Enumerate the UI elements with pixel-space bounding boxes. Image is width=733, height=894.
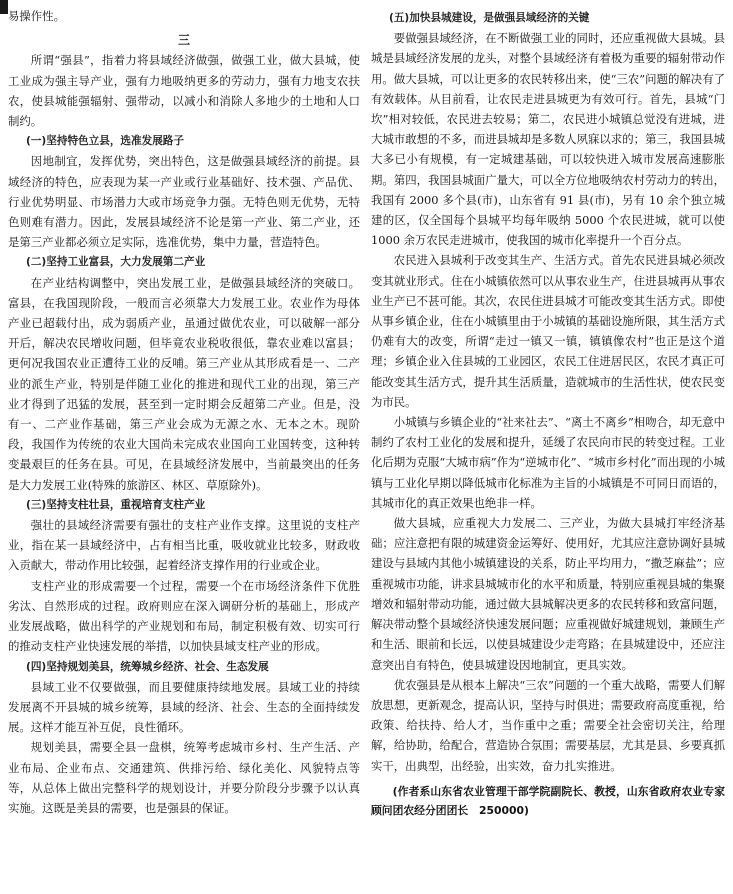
subheading-3: (三)坚持支柱壮县，重视培育支柱产业 (26, 498, 206, 511)
paragraph-5: 县域工业不仅要做强，而且要健康持续地发展。县域工业的持续发展离不开县城的城乡统筹，县域的经济、社会、生态的全面持续发展。这样才能互补互促，良性循环。 (8, 679, 360, 735)
subheading-4: (四)坚持规划美县，统筹城乡经济、社会、生态发展 (26, 660, 269, 673)
left-column (8, 6, 360, 818)
paragraph-7: 要做强县域经济，在不断做强工业的同时，还应重视做大县城。县城是县域经济发展的龙头，对整个县域经济有着极为重要的辐射带动作用。做大县城，可以让更多的农民转移出来，使“三农”问题的解决有了有效载体。从目前看，让农民走进县城更为有效可行。首先，县城“门坎”相对较低，农民进去较易；第二，农民进小城镇总觉没有进城，进大城市敢想的不多，而进县城却是多数人夙寐以求的；第三，我国县城大多已小有规模，有一定城建基础，可以较快进入城市发展高速膨胀期。第四，我国县城面广量大，可以全方位地吸纳农村劳动力的转出，我国有 2000 多个县(市)，山东省有 91 县(市)，另有 10 余个独立城建的区，仅全国每个县城平均每年吸纳 5000 个农民进城，就可以使 1000 余万农民走进城市，使我国的城市化率提升一个百分点。 (371, 31, 725, 248)
author-note: (作者系山东省农业管理干部学院副院长、教授，山东省政府农业专家顾问团农经分团团长 250000) (371, 784, 725, 817)
paragraph-2: 在产业结构调整中，突出发展工业，是做强县域经济的突破口。富县，在我国现阶段，一般而言必须靠大力发展工业。农业作为母体产业已超载付出，成为弱质产业，虽通过做优农业，可以破解一部分开后，解决农民增收问题，但毕竟农业税收很低，靠农业难以富县；更何况我国农业正遭待工业的反哺。第三产业从其形成看是一、二产业的派生产业，特别是伴随工业化的推进和现代工业的出现，第三产业才得到了迅猛的发展，甚至到一定时期会反超第二产业。但是，没有一、二产业作基础，第三产业会成为无源之水、无本之木。现阶段，我国作为传统的农业大国尚未完成农业国向工业国转变，这种转变最艰巨的任务在县。可见，在县域经济发展中，当前最突出的任务是大力发展工业(特殊的旅游区、林区、草原除外)。 (8, 275, 360, 492)
paragraph-1: 因地制宜，发挥优势，突出特色，这是做强县域经济的前提。县域经济的特色，应表现为某一产业或行业基础好、技术强、产品优、行业优势明显、市场潜力大或市场竞争力强。无特色则无优势，无特色则难有潜力。因此，发展县域经济不论是第一产业、第二产业，还是第三产业都必须立足实际，选准优势，集中力量，营造特色。 (8, 154, 360, 250)
continuation-text: 易操作性。 (8, 9, 65, 23)
section-number: 三 (177, 33, 190, 48)
intro-paragraph: 所谓“强县”，指着力将县域经济做强，做强工业，做大县城，使工业成为强主导产业，强有力地吸纳更多的劳动力，强有力地支农扶农，使县城能强辐射、强带动，以减小和消除人多地少的土地和人口制约。 (8, 53, 360, 129)
paragraph-8: 农民进入县城利于改变其生产、生活方式。首先农民进县城必须改变其就业形式。住在小城镇依然可以从事农业生产，住进县城再从事农业生产已不甚可能。其次，农民住进县城才可能改变其生活方式。即使从事乡镇企业，住在小城镇里由于小城镇的基础设施所限，其生活方式仍难有大的改变，所谓“走过一镇又一镇，镇镇像农村”也正是这个道理；乡镇企业入住县城的工业园区，农民工住进居民区，农民才真正可能改变其生活方式，提升其生活质量，造就城市的生活性状，使农民变为市民。 (371, 253, 725, 409)
paragraph-9: 小城镇与乡镇企业的“社来社去”、“离土不离乡”相吻合，却无意中制约了农村工业化的发展和提升，延缓了农民向市民的转变过程。工业化后期为克服“大城市病”作为“逆城市化”、“城市乡村化”而出现的小城镇与工业化早期以降低城市化标准为主旨的小城镇是不可同日而语的，其城市化的真正效果也绝非一样。 (371, 415, 725, 510)
paragraph-10: 做大县城，应重视大力发展二、三产业，为做大县城打牢经济基础；应注意把有限的城建资金运筹好、使用好，尤其应注意协调好县城建设与县域内其他小城镇建设的关系，防止平均用力，“撒芝麻盐”；应重视城市功能，讲求县城城市化的水平和质量，特别应重视县城的集聚增效和辐射带动功能，通过做大县城解决更多的农民转移和致富问题，解决带动整个县域经济快速发展问题；应重视做好城建规划，兼顾生产和生活、眼前和长远，以使县城建设少走弯路；在县城建设中，还应注意突出自有特色，使县城建设因地制宜，更具实效。 (371, 516, 725, 672)
subheading-2: (二)坚持工业富县，大力发展第二产业 (26, 256, 206, 269)
paragraph-6: 规划美县，需要全县一盘棋，统筹考虑城市乡村、生产生活、产业布局、企业布点、交通建筑、供排污给、绿化美化、风貌特点等等，从总体上做出完整科学的规划设计，并要分阶段分步骤予以认真实施。这既是美县的需要，也是强县的保证。 (8, 740, 360, 815)
paragraph-4: 支柱产业的形成需要一个过程，需要一个在市场经济条件下优胜劣汰、自然形成的过程。政府则应在深入调研分析的基础上，形成产业发展战略，做出科学的产业规划和布局，制定积极有效、切实可行的推动支柱产业快速发展的举措，以加快县域支柱产业的形成。 (8, 578, 360, 654)
right-column (371, 8, 725, 820)
subheading-5: (五)加快县城建设，是做强县域经济的关键 (389, 12, 590, 24)
page-edge-tab (0, 0, 8, 14)
subheading-1: (一)坚持特色立县，选准发展路子 (26, 135, 184, 148)
paragraph-11: 优农强县是从根本上解决“三农”问题的一个重大战略，需要人们解放思想，更新观念，提高认识，坚持与时俱进；需要政府高度重视，给政策、给扶持、给人才，当作重中之重；需要全社会密切关注，给理解，给协助，给配合，营造协合氛围；需要基层，尤其是县、乡要真抓实干，出典型，出经验，出实效，奋力扎实推进。 (371, 677, 725, 773)
paragraph-3: 强壮的县域经济需要有强壮的支柱产业作支撑。这里说的支柱产业，指在某一县域经济中，占有相当比重，吸收就业比较多，财政收入贡献大，带动作用比较强，起着经济支撑作用的行业或企业。 (8, 518, 360, 573)
